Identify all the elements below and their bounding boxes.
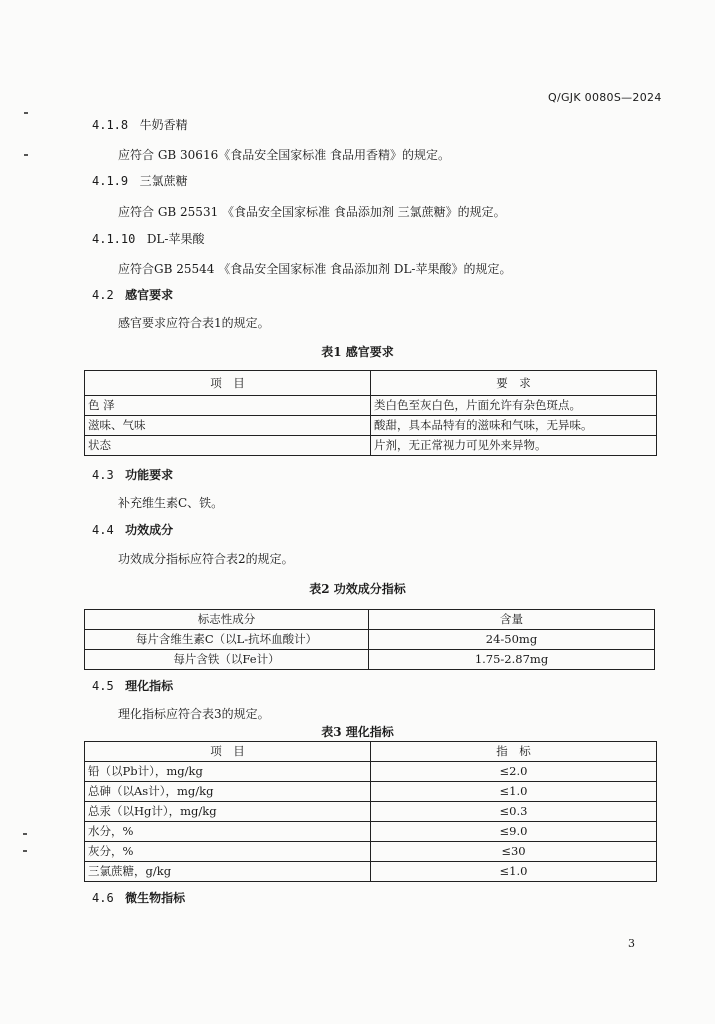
section-title: 牛奶香精 [139,118,188,132]
table-cell: 片剂，无正常视力可见外来异物。 [371,436,657,456]
section-title: 感官要求 [125,288,174,302]
section-number: 4.2 [92,288,114,302]
table-row [85,862,657,882]
table-header-cell: 标志性成分 [85,610,369,630]
table1-caption: 表1 感官要求 [321,345,394,359]
table-cell: 1.75-2.87mg [369,650,655,670]
page-number: 3 [628,937,635,950]
table-cell: 每片含维生素C（以L-抗坏血酸计） [85,630,369,650]
section-body-4-1-10: 应符合GB 25544 《食品安全国家标准 食品添加剂 DL-苹果酸》的规定。 [118,262,512,276]
table2-caption: 表2 功效成分指标 [309,582,406,596]
table-cell: 三氯蔗糖，g/kg [85,862,371,882]
section-heading-4-1-9 [92,172,188,189]
section-title: 功效成分 [125,523,174,537]
section-title: 理化指标 [125,679,174,693]
table-row [85,822,657,842]
section-body-4-1-9: 应符合 GB 25531 《食品安全国家标准 食品添加剂 三氯蔗糖》的规定。 [118,205,506,219]
section-title: 功能要求 [125,468,174,482]
section-body-4-3: 补充维生素C、铁。 [118,496,224,510]
table-cell: 滋味、气味 [85,416,371,436]
margin-mark [24,112,28,114]
section-number: 4.1.10 [92,232,136,246]
table-header-row [85,610,655,630]
table-header-cell: 含量 [369,610,655,630]
table-cell: 铅（以Pb计），mg/kg [85,762,371,782]
section-body-4-5: 理化指标应符合表3的规定。 [118,707,270,721]
section-title: DL-苹果酸 [146,232,205,246]
table-row [85,802,657,822]
document-id: Q/GJK 0080S—2024 [548,91,662,104]
table-header-cell: 要 求 [371,371,657,396]
table1 [84,370,657,456]
section-title: 三氯蔗糖 [139,174,188,188]
table-cell: 24-50mg [369,630,655,650]
table-cell: 状态 [85,436,371,456]
section-number: 4.6 [92,891,114,905]
table-row [85,416,657,436]
table-cell: ≤1.0 [371,862,657,882]
table-cell: 类白色至灰白色，片面允许有杂色斑点。 [371,396,657,416]
section-heading-4-5 [92,677,173,694]
table-row [85,436,657,456]
section-body-4-2: 感官要求应符合表1的规定。 [118,316,270,330]
section-number: 4.3 [92,468,114,482]
table-cell: ≤1.0 [371,782,657,802]
section-heading-4-4 [92,521,173,538]
table-row [85,762,657,782]
table-cell: ≤30 [371,842,657,862]
section-number: 4.4 [92,523,114,537]
margin-mark [23,850,27,852]
table-cell: 总汞（以Hg计），mg/kg [85,802,371,822]
section-heading-4-1-10 [92,230,204,247]
table-header-cell: 项 目 [85,742,371,762]
table-cell: 水分，% [85,822,371,842]
table-header-row [85,371,657,396]
section-number: 4.5 [92,679,114,693]
table3 [84,741,657,882]
section-title: 微生物指标 [125,891,186,905]
table-row [85,842,657,862]
table-row [85,782,657,802]
section-body-4-1-8: 应符合 GB 30616《食品安全国家标准 食品用香精》的规定。 [118,148,451,162]
margin-mark [24,154,28,156]
section-heading-4-2 [92,286,173,303]
table-header-row [85,742,657,762]
table-row [85,650,655,670]
table-cell: ≤9.0 [371,822,657,842]
section-number: 4.1.9 [92,174,129,188]
table-cell: ≤2.0 [371,762,657,782]
section-heading-4-6 [92,889,185,906]
table-cell: ≤0.3 [371,802,657,822]
section-heading-4-3 [92,466,173,483]
table-cell: 总砷（以As计），mg/kg [85,782,371,802]
table-header-cell: 指 标 [371,742,657,762]
section-heading-4-1-8 [92,116,188,133]
table-row [85,630,655,650]
table-cell: 每片含铁（以Fe计） [85,650,369,670]
section-number: 4.1.8 [92,118,129,132]
table-row [85,396,657,416]
table-cell: 酸甜，具本品特有的滋味和气味，无异味。 [371,416,657,436]
table2 [84,609,655,670]
table-header-cell: 项 目 [85,371,371,396]
table3-caption: 表3 理化指标 [321,725,394,739]
table-cell: 色 泽 [85,396,371,416]
table-cell: 灰分，% [85,842,371,862]
section-body-4-4: 功效成分指标应符合表2的规定。 [118,552,294,566]
margin-mark [23,833,27,835]
